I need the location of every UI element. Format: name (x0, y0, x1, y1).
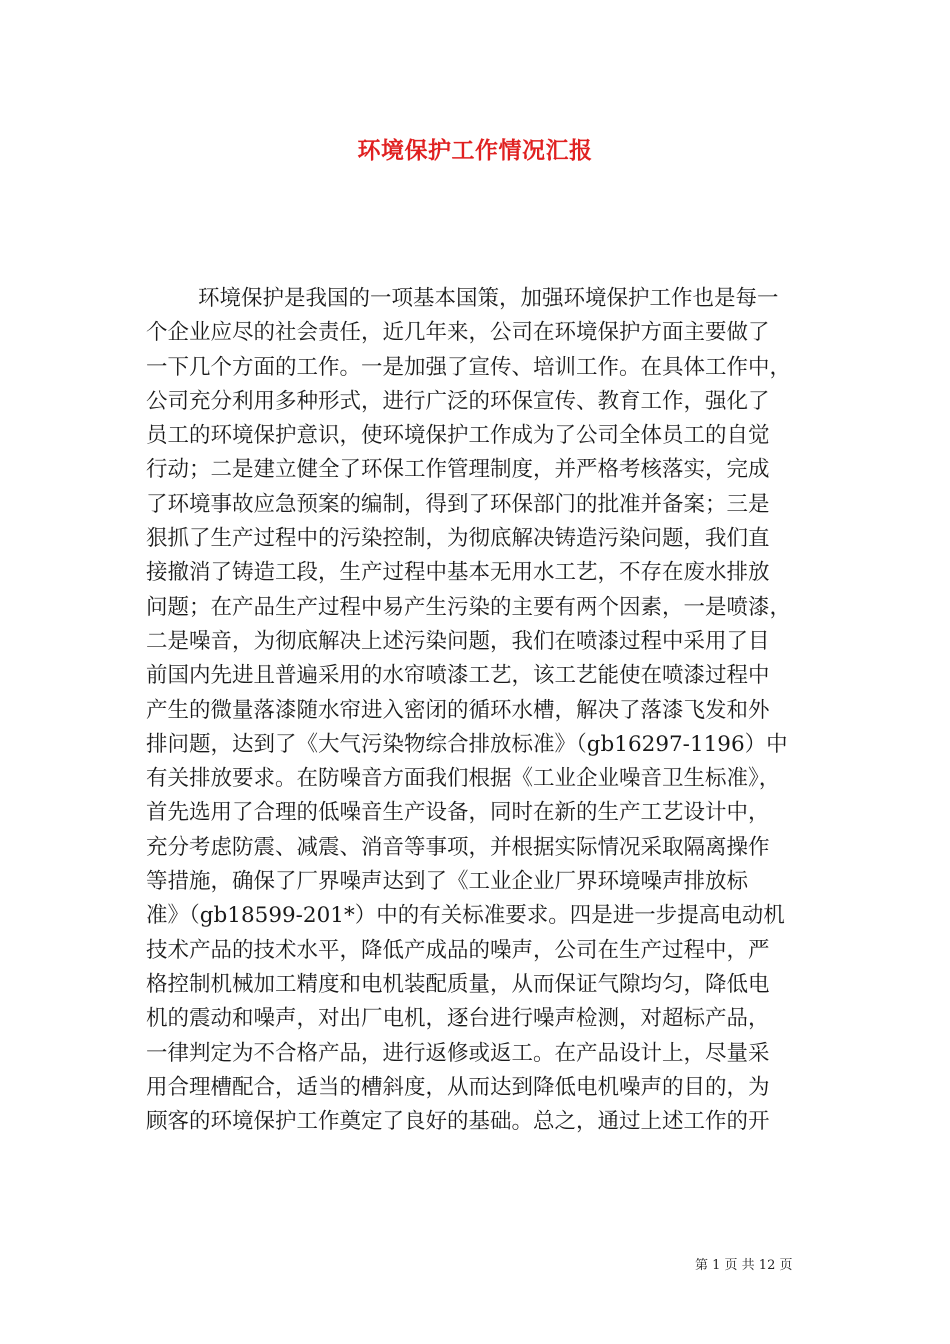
paragraph-line: 产生的微量落漆随水帘进入密闭的循环水槽，解决了落漆飞发和外 (146, 697, 770, 723)
paragraph-line: 了环境事故应急预案的编制，得到了环保部门的批准并备案；三是 (146, 491, 770, 517)
paragraph-line: 顾客的环境保护工作奠定了良好的基础。总之，通过上述工作的开 (146, 1109, 770, 1135)
paragraph-line: 用合理槽配合，适当的槽斜度，从而达到降低电机噪声的目的，为 (146, 1074, 770, 1100)
paragraph-line: 接撤消了铸造工段，生产过程中基本无用水工艺，不存在废水排放 (146, 560, 770, 586)
paragraph-line: 格控制机械加工精度和电机装配质量，从而保证气隙均匀，降低电 (146, 971, 770, 997)
paragraph-line: 前国内先进且普遍采用的水帘喷漆工艺，该工艺能使在喷漆过程中 (146, 663, 770, 689)
page-number: 第 1 页 共 12 页 (695, 1258, 793, 1273)
paragraph-line: 技术产品的技术水平，降低产成品的噪声，公司在生产过程中，严 (146, 937, 770, 963)
paragraph-line: 充分考虑防震、减震、消音等事项，并根据实际情况采取隔离操作 (146, 834, 770, 860)
paragraph-line: 行动；二是建立健全了环保工作管理制度，并严格考核落实，完成 (146, 457, 770, 483)
paragraph-line: 公司充分利用多种形式，进行广泛的环保宣传、教育工作，强化了 (146, 388, 770, 414)
paragraph-line: 环境保护是我国的一项基本国策，加强环境保护工作也是每一 (198, 286, 779, 311)
paragraph-line: 一下几个方面的工作。一是加强了宣传、培训工作。在具体工作中， (146, 354, 792, 380)
paragraph-line: 一律判定为不合格产品，进行返修或返工。在产品设计上，尽量采 (146, 1040, 770, 1066)
paragraph-line: 员工的环境保护意识，使环境保护工作成为了公司全体员工的自觉 (146, 423, 770, 449)
paragraph-line: 首先选用了合理的低噪音生产设备，同时在新的生产工艺设计中， (146, 800, 770, 826)
paragraph-line: 问题；在产品生产过程中易产生污染的主要有两个因素，一是喷漆， (146, 594, 792, 620)
paragraph-line: 个企业应尽的社会责任，近几年来，公司在环境保护方面主要做了 (146, 320, 770, 346)
paragraph-line: 排问题，达到了《大气污染物综合排放标准》（gb16297-1196）中 (146, 731, 788, 757)
body-paragraph (146, 282, 816, 1139)
paragraph-line: 机的震动和噪声，对出厂电机，逐台进行噪声检测，对超标产品， (146, 1006, 770, 1032)
paragraph-line: 等措施，确保了厂界噪声达到了《工业企业厂界环境噪声排放标 (146, 869, 749, 895)
document-title: 环境保护工作情况汇报 (357, 137, 593, 164)
paragraph-line: 准》（gb18599-201*）中的有关标准要求。四是进一步提高电动机 (146, 903, 785, 929)
paragraph-line: 二是噪音，为彻底解决上述污染问题，我们在喷漆过程中采用了目 (146, 628, 770, 654)
paragraph-line: 有关排放要求。在防噪音方面我们根据《工业企业噪音卫生标准》， (146, 766, 781, 792)
paragraph-line: 狠抓了生产过程中的污染控制，为彻底解决铸造污染问题，我们直 (146, 526, 770, 552)
